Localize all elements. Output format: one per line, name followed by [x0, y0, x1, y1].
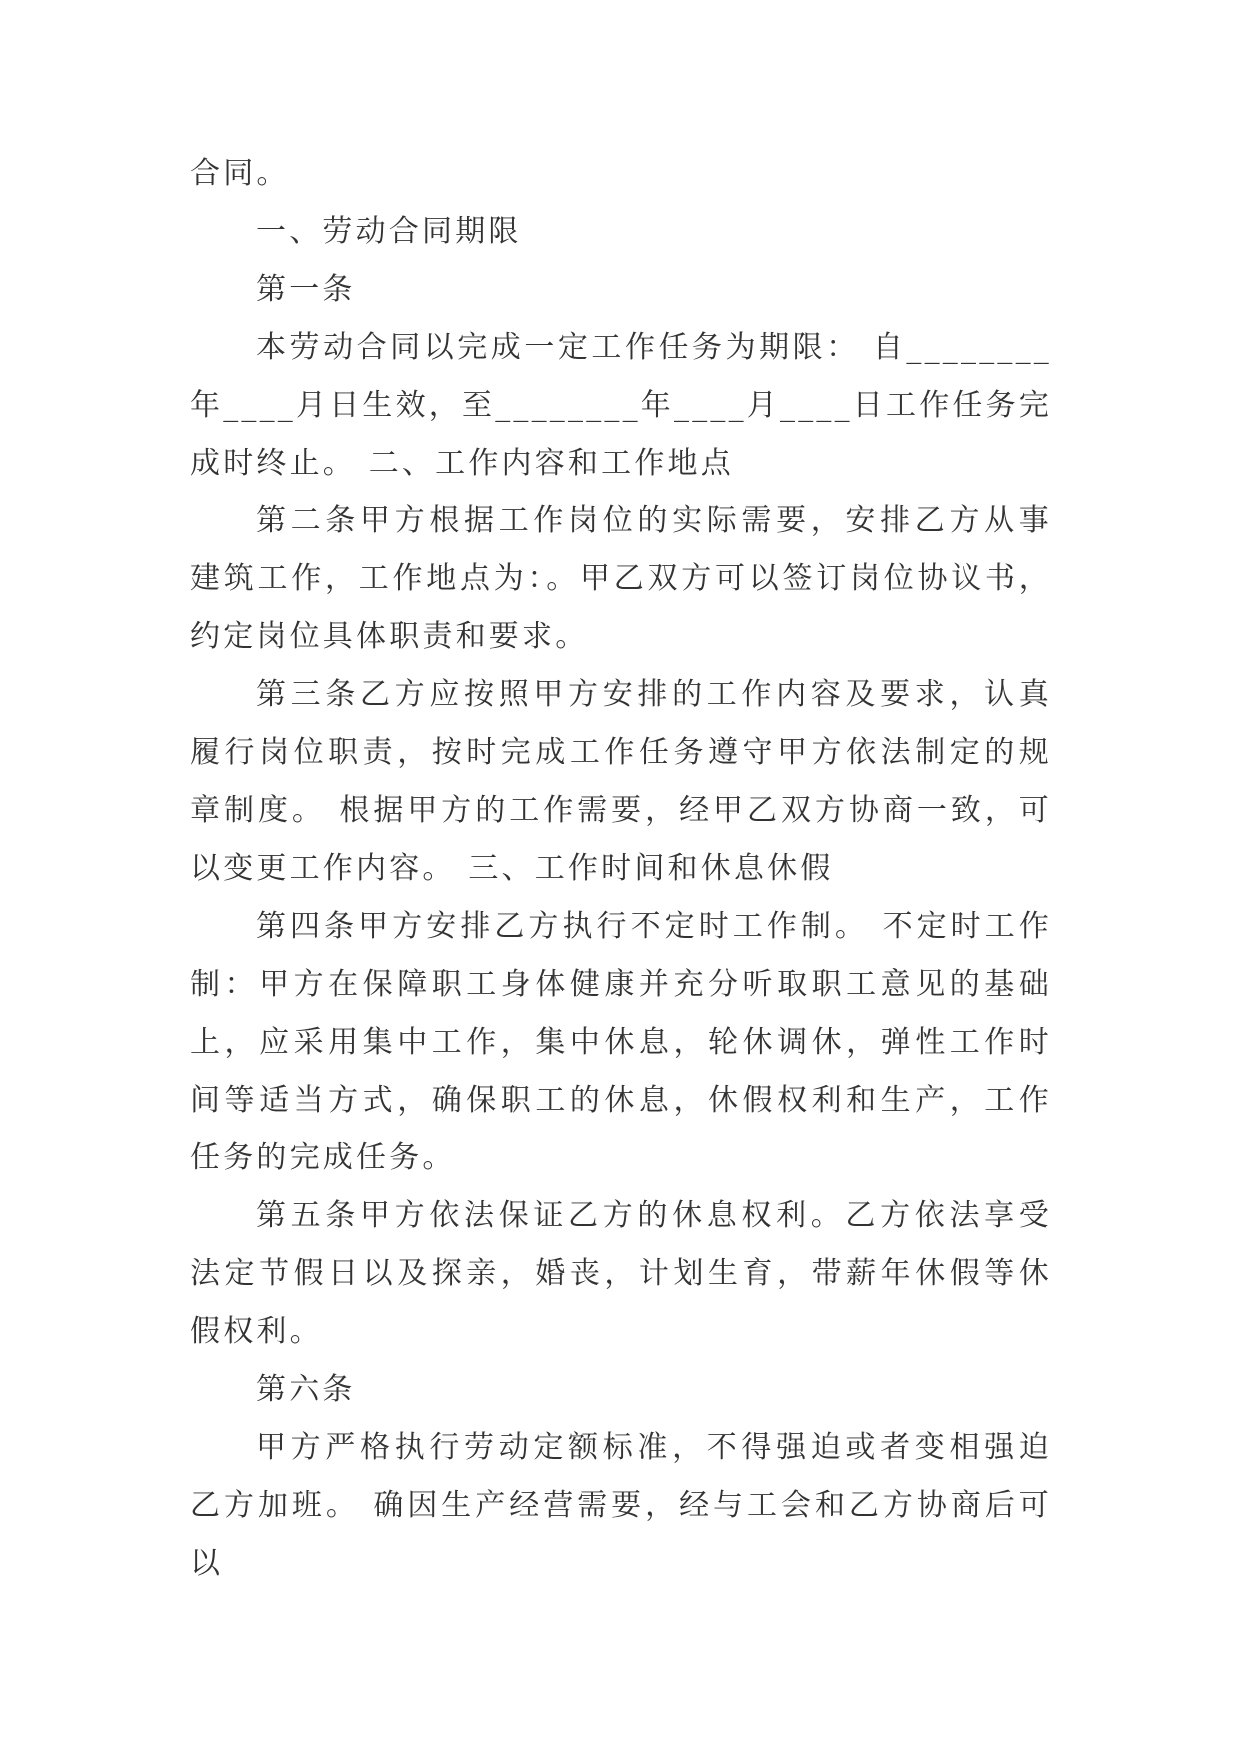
article-4-body: 第四条甲方安排乙方执行不定时工作制。 不定时工作制：甲方在保障职工身体健康并充分听取职工意见的基础上，应采用集中工作，集中休息，轮休调休，弹性工作时间等适当方式，确保职工的休息，休假权利和生产，工作任务的完成任务。	[190, 908, 1052, 1176]
article-6-body: 甲方严格执行劳动定额标准，不得强迫或者变相强迫乙方加班。 确因生产经营需要，经与工会和乙方协商后可以	[190, 1429, 1052, 1581]
article-3-body: 第三条乙方应按照甲方安排的工作内容及要求，认真履行岗位职责，按时完成工作任务遵守甲方依法制定的规章制度。 根据甲方的工作需要，经甲乙双方协商一致，可以变更工作内容。 三、工作时间和休息休假	[190, 677, 1052, 886]
article-6-heading: 第六条	[256, 1372, 356, 1408]
article-1-body: 本劳动合同以完成一定工作任务为期限： 自________年____月日生效，至________年____月____日工作任务完成时终止。 二、工作内容和工作地点	[190, 329, 1052, 481]
paragraph-continuation: 合同。	[190, 156, 290, 191]
document-body	[190, 145, 1052, 1593]
article-2-body: 第二条甲方根据工作岗位的实际需要，安排乙方从事建筑工作，工作地点为：。甲乙双方可以签订岗位协议书，约定岗位具体职责和要求。	[190, 503, 1052, 655]
section-heading-contract-term: 一、劳动合同期限	[256, 213, 522, 249]
article-1-heading: 第一条	[256, 271, 356, 307]
article-5-body: 第五条甲方依法保证乙方的休息权利。乙方依法享受法定节假日以及探亲，婚丧，计划生育，带薪年休假等休假权利。	[190, 1198, 1052, 1350]
